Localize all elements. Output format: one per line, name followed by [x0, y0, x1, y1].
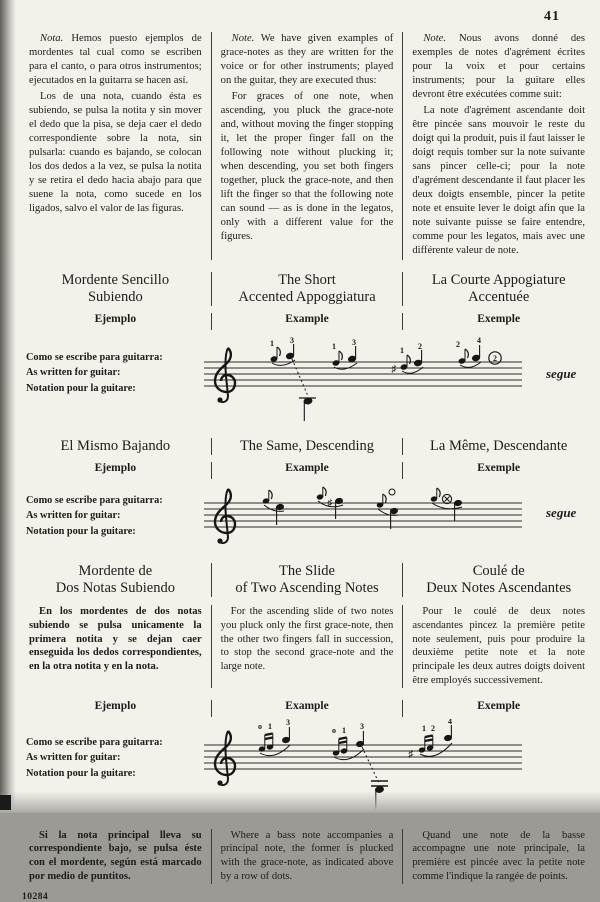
section3-example-labels: [20, 700, 594, 717]
section2-titles: [20, 438, 594, 455]
title-line: El Mismo Bajando: [60, 437, 171, 454]
grace-note: [341, 748, 347, 754]
title-line: Deux Notes Ascendantes: [426, 579, 572, 596]
harmonic-mark: o: [332, 725, 336, 735]
fingering-number: 1: [268, 721, 272, 731]
paragraph: For the ascending slide of two notes you pluck only the first grace-note, then the other two fingers fall in succession, to stop the second grace-note and the large note.: [220, 606, 394, 673]
grace-note: [317, 494, 323, 500]
section3-body-en: [211, 605, 403, 688]
grace-note: [459, 358, 466, 364]
page-number: 41: [544, 9, 560, 24]
section2-title-fr: [402, 438, 594, 455]
title-line: Accented Appoggiatura: [238, 288, 376, 305]
section3-title-es: [20, 563, 211, 597]
fingering-number: 2: [418, 341, 422, 351]
fingering-number: 1: [332, 341, 336, 351]
intro-fr-p1-text: Nous avons donné des exemples de notes d'agrément écrites pour la voix et pour certains instruments; pour la guitare elles devront être exécutées comme suit:: [412, 33, 586, 100]
example-label-es: Ejemplo: [94, 699, 137, 712]
intro-es-p2: Los de una nota, cuando ésta es subiendo, se pulsa la notita y sin mover el dedo que la pisa, se deja caer el dedo correspondiente sobre la nota, sin pulsarla: cuando es bajando, se colocan los dos dedos a la vez, se pulsa la notita y se retira el dedo hacia abajo para que suene la nota, como sucede en los ligados, salvo el valor de las figuras.: [29, 90, 202, 214]
title-line: Accentuée: [468, 288, 530, 305]
main-note: [282, 736, 290, 743]
section2-title-es: [20, 438, 211, 455]
grace-note: [431, 496, 437, 502]
staff-row-2: [20, 485, 594, 551]
grace-note: [271, 356, 278, 362]
sharp-icon: ♯: [327, 497, 333, 509]
staff-caption-fr: Notation pour la guitare:: [26, 767, 136, 779]
fingering-number: 3: [352, 337, 356, 347]
dotted-guide-line: [362, 747, 379, 783]
main-note: [356, 740, 364, 747]
fingering-number: 3: [286, 718, 290, 727]
section3-title-en: [211, 563, 403, 597]
main-note: [414, 359, 422, 366]
fingering-number: 3: [290, 335, 294, 345]
paragraph: En los mordentes de dos notas subiendo se pulsa unicamente la primera notita y se dejan caer enseguida los dedos correspondientes, en la otra notita y en la nota.: [29, 606, 202, 673]
intro-es-p1: [29, 32, 202, 88]
staff-caption-es: Como se escribe para guitarra:: [26, 494, 163, 506]
page-content: [20, 0, 594, 902]
fingering-number: 4: [448, 718, 452, 726]
section1-title-en: [211, 272, 403, 306]
section3-titles: [20, 563, 594, 597]
section1-example-labels: [20, 313, 594, 330]
fingering-number: 1: [270, 338, 274, 348]
example-label-en: Example: [211, 700, 403, 717]
scan-left-edge-shadow: [0, 0, 16, 813]
section1-title-fr: [402, 272, 594, 306]
staff3-captions: [20, 735, 202, 781]
main-note: [444, 734, 452, 741]
treble-clef-icon: [215, 731, 235, 786]
note-group-3: [409, 719, 453, 760]
harmonic-circle-icon: [389, 489, 395, 495]
fingering-number: 3: [360, 721, 364, 731]
footer-col-en: [211, 829, 403, 884]
title-line: Coulé de: [472, 562, 525, 579]
grace-note: [401, 364, 408, 370]
staff-caption-en: As written for guitar:: [26, 752, 121, 764]
main-note: [472, 354, 480, 361]
title-line: Subiendo: [87, 288, 143, 305]
fingering-number: 2: [431, 723, 435, 733]
example-label-fr: Exemple: [402, 313, 594, 330]
intro-en-lead: Note.: [231, 33, 255, 44]
staff-caption-es: Como se escribe para guitarra:: [26, 351, 163, 363]
grace-note: [427, 745, 433, 751]
paragraph: Quand une note de la basse accompagne une note principale, la première est pincée avec la petite note comme l'indique la rangée de points.: [412, 829, 586, 882]
paragraph: Pour le coulé de deux notes ascendantes pincez la première petite note seulement, puis pour produire la deuxième petite note et la note principale les deux autres doigts doivent être employés successivement.: [412, 606, 586, 686]
section3-body-fr: [402, 605, 594, 688]
main-note: [454, 500, 462, 507]
footer-col-es: [20, 829, 211, 884]
segue-label: segue: [546, 504, 577, 520]
note-group-4: [456, 336, 501, 367]
treble-clef-icon: [215, 348, 235, 403]
title-line: The Same, Descending: [239, 437, 375, 454]
staff-row-1: [20, 336, 594, 428]
example-label-es: Ejemplo: [94, 461, 137, 474]
section3-title-fr: [402, 563, 594, 597]
music-staff-2: [202, 485, 542, 551]
intro-fr-lead: Note.: [423, 33, 447, 44]
footer-block: [20, 829, 594, 884]
intro-col-french: [402, 32, 594, 260]
title-line: Dos Notas Subiendo: [55, 579, 175, 596]
note-group-4: [431, 488, 462, 521]
title-line: La Même, Descendante: [430, 437, 568, 454]
title-line: The Short: [278, 271, 336, 288]
section1-titles: [20, 272, 594, 306]
staff2-captions: [20, 493, 202, 539]
note-group-2: [332, 338, 357, 369]
string-number: 2: [493, 353, 497, 363]
staff-lines: [204, 503, 522, 527]
title-line: The Slide: [279, 562, 335, 579]
grace-note: [419, 747, 425, 753]
fingering-number: 1: [342, 725, 346, 735]
beam: [265, 737, 273, 739]
intro-col-spanish: [20, 32, 211, 260]
scan-corner-mark: [0, 795, 11, 810]
staff-caption-en: As written for guitar:: [26, 510, 121, 522]
footer-col-fr: [402, 829, 594, 884]
title-line: of Two Ascending Notes: [235, 579, 379, 596]
section2-example-labels: [20, 462, 594, 479]
section1-title-es: [20, 272, 211, 306]
example-label-fr: Exemple: [402, 700, 594, 717]
beam: [339, 737, 347, 739]
scan-bottom-shadow: [0, 791, 600, 813]
staff-caption-fr: Notation pour la guitare:: [26, 525, 136, 537]
music-staff-1: [202, 336, 542, 428]
paragraph: Where a bass note accompanies a principal note, the former is plucked with the grace-note, as indicated above by a row of dots.: [220, 829, 394, 882]
staff-caption-en: As written for guitar:: [26, 367, 121, 379]
harmonic-mark: o: [258, 721, 262, 731]
fingering-number: 1: [422, 723, 426, 733]
example-label-es: Ejemplo: [94, 312, 137, 325]
section3-body-es: [20, 605, 211, 688]
sharp-icon: ♯: [391, 363, 397, 375]
beam: [425, 735, 433, 737]
intro-en-p1-text: We have given examples of grace-notes as they are written for the voice or for other instruments; played on the guitar, they are executed thus:: [220, 33, 394, 86]
example-label-fr: Exemple: [402, 462, 594, 479]
intro-es-lead: Nota.: [40, 33, 64, 44]
paragraph: Si la nota principal lleva su correspondiente bajo, se pulsa éste con el mordente, según está marcado por medio de puntitos.: [29, 829, 202, 882]
treble-clef-icon: [215, 489, 235, 544]
note-group-2: [317, 487, 343, 519]
dotted-guide-line: [292, 359, 308, 396]
plate-number: 10284: [22, 891, 49, 902]
title-line: La Courte Appogiature: [431, 271, 566, 288]
title-line: Mordente de: [78, 562, 153, 579]
fingering-number: 1: [400, 345, 404, 355]
fingering-number: 4: [477, 335, 481, 345]
sharp-icon: ♯: [408, 748, 414, 760]
segue-label: segue: [546, 365, 577, 381]
intro-es-p1-text: Hemos puesto ejemplos de mordentes tal cual como se escriben para el canto, o para otros instrumentos; ejecutados en la guitarra se hacen así.: [29, 33, 202, 86]
title-line: Mordente Sencillo: [61, 271, 170, 288]
note-group-3: [392, 342, 424, 375]
main-note: [286, 352, 294, 359]
intro-fr-p2: La note d'agrément ascendante doit être pincée sans mouvoir le reste du doigt qui la produit, puis il faut laisser le doigt requis tomber sur la note suivante sans pincer celle-ci; pour la note d'agrément descendante il faut placer les deux doigts ensemble, pincer la petite note et ensuite lever le doigt afin que la note suivante puisse se faire entendre, comme pour les legatos, mais avec une différente valeur de note.: [412, 104, 586, 256]
example-label-en: Example: [211, 462, 403, 479]
grace-note: [333, 360, 340, 366]
note-group-1: [270, 336, 316, 421]
staff1-captions: [20, 350, 202, 396]
intro-fr-p1: [412, 32, 585, 102]
note-group-1: [263, 490, 284, 525]
note-group-1: [258, 719, 290, 756]
example-label-en: Example: [211, 313, 403, 330]
section2-title-en: [211, 438, 403, 455]
beam: [425, 739, 433, 741]
staff-caption-fr: Notation pour la guitare:: [26, 382, 136, 394]
intro-block: [20, 32, 594, 260]
intro-en-p1: [221, 32, 394, 88]
staff-caption-es: Como se escribe para guitarra:: [26, 736, 163, 748]
intro-en-p2: For graces of one note, when ascending, you pluck the grace-note and, without moving the finger stopping it, let the proper finger fall on the following note without plucking it; when descending, you set both fingers together, pluck the grace-note, and then lift the finger so that the following note can sound — as is done in the legatos, only with a different value for the figures.: [220, 90, 394, 242]
intro-col-english: [211, 32, 403, 260]
section3-bodies: [20, 605, 594, 688]
fingering-number: 2: [456, 339, 460, 349]
beam: [339, 741, 347, 743]
beam: [265, 733, 273, 735]
